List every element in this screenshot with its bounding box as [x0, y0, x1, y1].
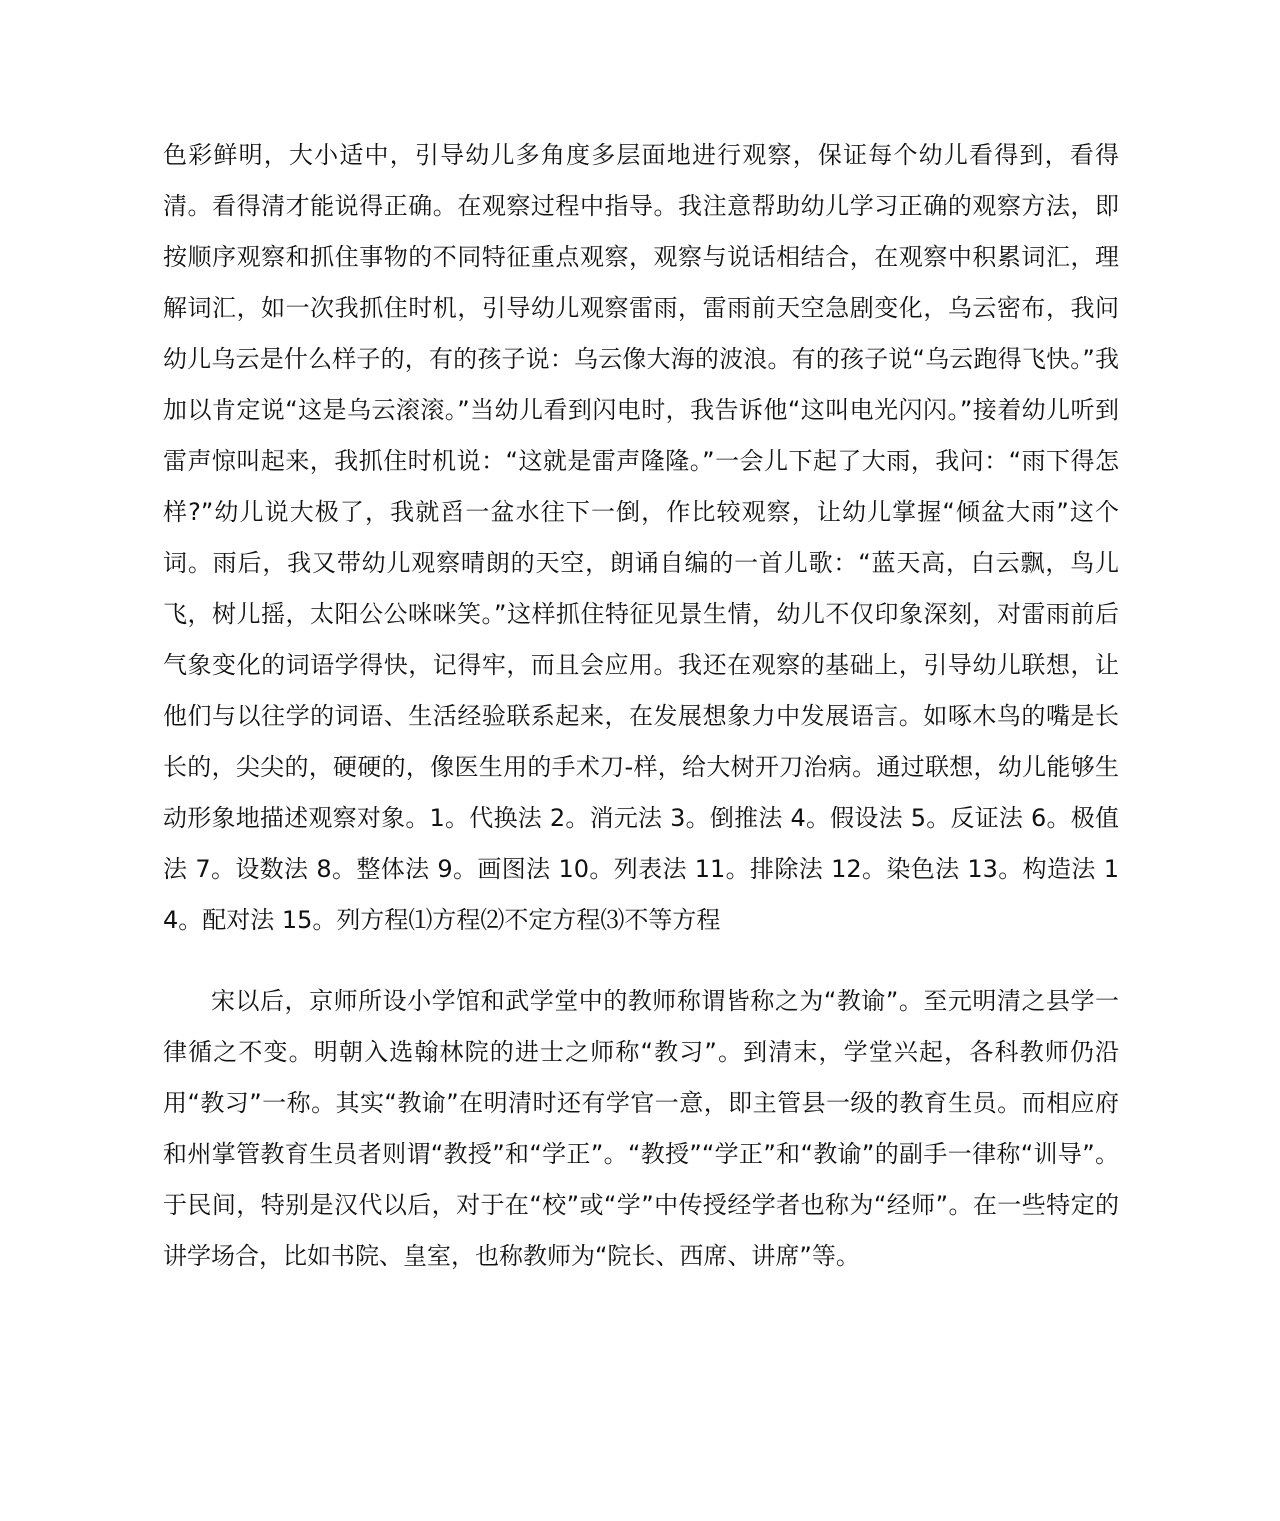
- paragraph-observation-method: 色彩鲜明，大小适中，引导幼儿多角度多层面地进行观察，保证每个幼儿看得到，看得清。看得清才能说得正确。在观察过程中指导。我注意帮助幼儿学习正确的观察方法，即按顺序观察和抓住事物的不同特征重点观察，观察与说话相结合，在观察中积累词汇，理解词汇，如一次我抓住时机，引导幼儿观察雷雨，雷雨前天空急剧变化，乌云密布，我问幼儿乌云是什么样子的，有的孩子说：乌云像大海的波浪。有的孩子说“乌云跑得飞快。”我加以肯定说“这是乌云滚滚。”当幼儿看到闪电时，我告诉他“这叫电光闪闪。”接着幼儿听到雷声惊叫起来，我抓住时机说：“这就是雷声隆隆。”一会儿下起了大雨，我问：“雨下得怎样?”幼儿说大极了，我就舀一盆水往下一倒，作比较观察，让幼儿掌握“倾盆大雨”这个词。雨后，我又带幼儿观察晴朗的天空，朗诵自编的一首儿歌：“蓝天高，白云飘，鸟儿飞，树儿摇，太阳公公咪咪笑。”这样抓住特征见景生情，幼儿不仅印象深刻，对雷雨前后气象变化的词语学得快，记得牢，而且会应用。我还在观察的基础上，引导幼儿联想，让他们与以往学的词语、生活经验联系起来，在发展想象力中发展语言。如啄木鸟的嘴是长长的，尖尖的，硬硬的，像医生用的手术刀-样，给大树开刀治病。通过联想，幼儿能够生动形象地描述观察对象。1。代换法 2。消元法 3。倒推法 4。假设法 5。反证法 6。极值法 7。设数法 8。整体法 9。画图法 10。列表法 11。排除法 12。染色法 13。构造法 14。配对法 15。列方程⑴方程⑵不定方程⑶不等方程: [163, 141, 1119, 934]
- paragraph-teacher-titles: 宋以后，京师所设小学馆和武学堂中的教师称谓皆称之为“教谕”。至元明清之县学一律循之不变。明朝入选翰林院的进士之师称“教习”。到清末，学堂兴起，各科教师仍沿用“教习”一称。其实“教谕”在明清时还有学官一意，即主管县一级的教育生员。而相应府和州掌管教育生员者则谓“教授”和“学正”。“教授”“学正”和“教谕”的副手一律称“训导”。于民间，特别是汉代以后，对于在“校”或“学”中传授经学者也称为“经师”。在一些特定的讲学场合，比如书院、皇室，也称教师为“院长、西席、讲席”等。: [163, 987, 1119, 1270]
